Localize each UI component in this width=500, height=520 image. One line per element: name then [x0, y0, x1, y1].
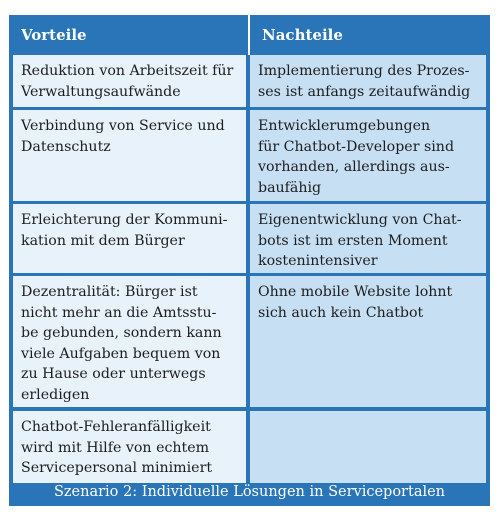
disadvantage-cell [250, 276, 486, 407]
table-row [13, 110, 486, 201]
cell-line: baufähig [258, 179, 322, 196]
cell-line: ses ist anfangs zeitaufwändig [258, 83, 471, 100]
disadvantage-cell [250, 204, 486, 273]
cell-line: viele Aufgaben bequem von [21, 345, 221, 362]
cell-line: be gebunden, sondern kann [21, 325, 222, 341]
table-row [13, 411, 486, 483]
table-row [13, 204, 486, 273]
cell-line: zu Hause oder unterwegs [21, 366, 206, 382]
cell-line: kation mit dem Bürger [21, 232, 185, 249]
advantage-cell [13, 411, 246, 483]
cell-line: erledigen [21, 386, 90, 403]
cell-line: Entwicklerumgebungen [258, 118, 431, 134]
cell-line: für Chatbot-Developer sind [258, 138, 455, 155]
table-body [13, 55, 486, 483]
disadvantage-cell-empty [250, 411, 486, 483]
header-vorteile: Vorteile [21, 26, 87, 44]
cell-line: Datenschutz [21, 138, 111, 155]
cell-line: sich auch kein Chatbot [258, 304, 424, 321]
table-row [13, 55, 486, 107]
table-header [9, 15, 490, 55]
cell-line: wird mit Hilfe von echtem [21, 439, 210, 456]
cell-line: Verbindung von Service und [21, 118, 225, 134]
cell-line: vorhanden, allerdings aus- [258, 159, 450, 175]
advantage-cell [13, 204, 246, 273]
cell-line: Chatbot-Fehleranfälligkeit [21, 419, 211, 435]
cell-line: Reduktion von Arbeitszeit für [21, 63, 234, 79]
cell-line: nicht mehr an die Amtsstu- [21, 304, 217, 321]
cell-line: Dezentralität: Bürger ist [21, 284, 198, 300]
comparison-table [9, 15, 490, 506]
advantage-cell [13, 55, 246, 107]
cell-line: kostenintensiver [258, 253, 378, 269]
cell-line: Verwaltungsaufwände [21, 83, 181, 100]
advantage-cell [13, 110, 246, 201]
header-nachteile: Nachteile [248, 15, 490, 55]
cell-line: Servicepersonal minimiert [21, 460, 213, 476]
cell-line: Eigenentwicklung von Chat- [258, 212, 462, 228]
table-caption: Szenario 2: Individuelle Lösungen in Serviceportalen [53, 484, 446, 500]
disadvantage-cell [250, 110, 486, 201]
table-row [13, 276, 486, 407]
cell-line: Ohne mobile Website lohnt [258, 284, 453, 300]
cell-line: bots ist im ersten Moment [258, 232, 448, 249]
cell-line: Implementierung des Prozes- [258, 63, 470, 79]
cell-line: Erleichterung der Kommuni- [21, 212, 228, 228]
advantage-cell [13, 276, 246, 407]
disadvantage-cell [250, 55, 486, 107]
